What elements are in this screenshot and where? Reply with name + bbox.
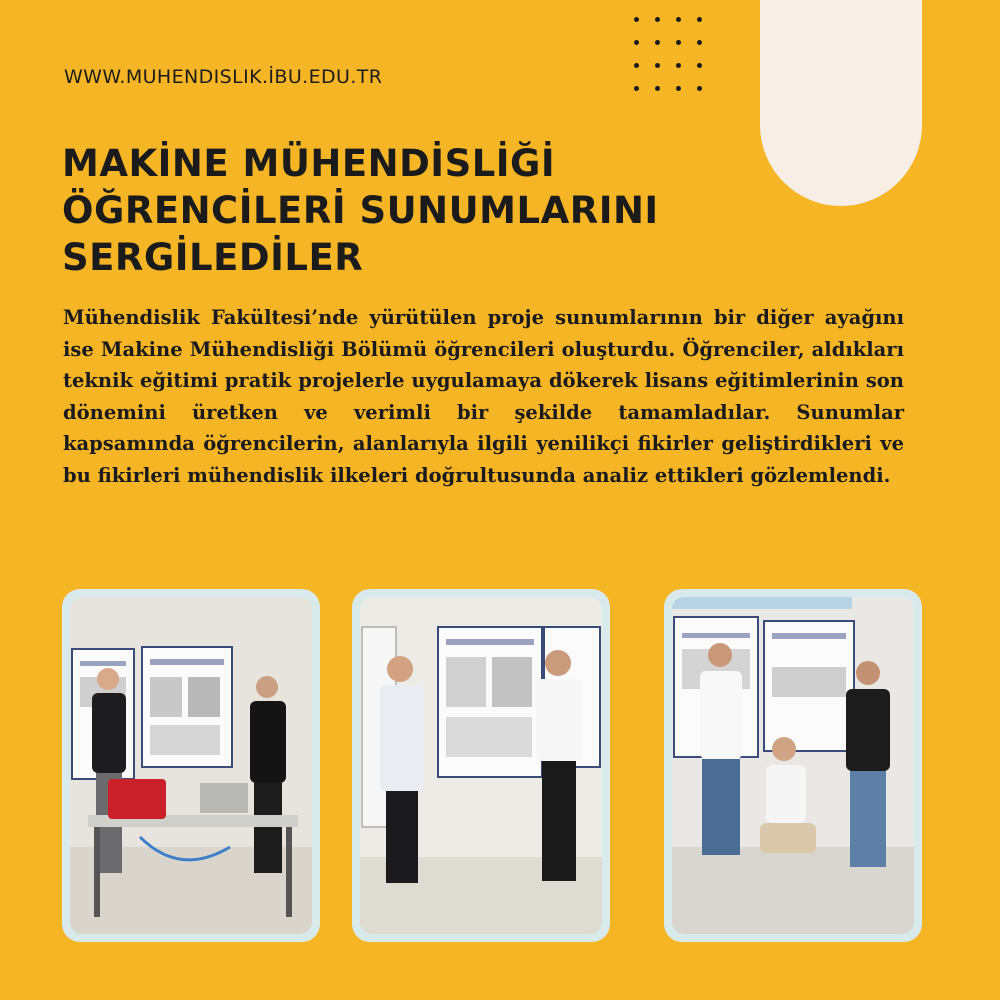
photo-students-at-poster[interactable] <box>360 597 602 934</box>
dot <box>655 17 660 22</box>
photo-frame-3 <box>664 589 922 942</box>
headline <box>62 140 742 281</box>
photo-students-with-machine-project[interactable] <box>70 597 312 934</box>
article-paragraph: Mühendislik Fakültesi’nde yürütülen proje sunumlarının bir diğer ayağını ise Makine Mühendisliği Bölümü öğrencileri oluşturdu. Öğrenciler, aldıkları teknik eğitimi pratik projelerle uygulamaya dökerek lisans eğitimlerinin son dönemini üretken ve verimli bir şekilde tamamladılar. Sunumlar kapsamında öğrencilerin, alanlarıyla ilgili yenilikçi fikirler geliştirdikleri ve bu fikirleri mühendislik ilkeleri doğrultusunda analiz ettikleri gözlemlendi. <box>63 306 904 487</box>
dot <box>655 86 660 91</box>
dot <box>697 63 702 68</box>
photo-frame-2 <box>352 589 610 942</box>
dot <box>655 63 660 68</box>
dot <box>676 17 681 22</box>
photo-student-group-at-posters[interactable] <box>672 597 914 934</box>
dot <box>634 17 639 22</box>
website-url[interactable]: WWW.MUHENDISLIK.İBU.EDU.TR <box>64 66 383 88</box>
dot <box>676 63 681 68</box>
dot <box>634 63 639 68</box>
dot <box>676 40 681 45</box>
decorative-arch-shape <box>760 0 922 206</box>
dot <box>697 40 702 45</box>
dot <box>676 86 681 91</box>
headline-line-1: MAKİNE MÜHENDİSLİĞİ <box>62 142 556 185</box>
headline-line-3: SERGİLEDİLER <box>62 236 364 279</box>
dot <box>634 40 639 45</box>
dot <box>655 40 660 45</box>
dot <box>697 86 702 91</box>
photo-frame-1 <box>62 589 320 942</box>
dot <box>697 17 702 22</box>
dot <box>634 86 639 91</box>
headline-line-2: ÖĞRENCİLERİ SUNUMLARINI <box>62 189 659 232</box>
decorative-dot-grid <box>626 8 710 100</box>
